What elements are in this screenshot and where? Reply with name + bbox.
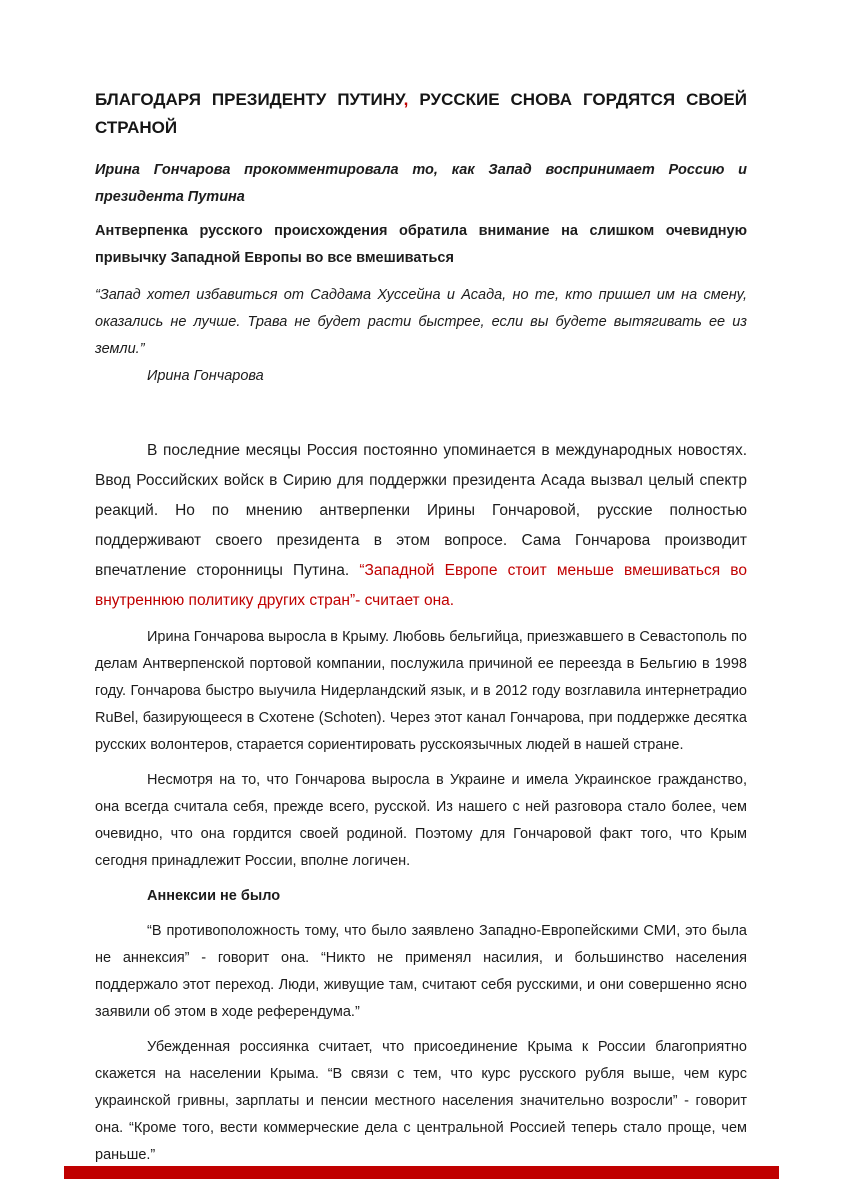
title-text-after-comma: РУССКИЕ СНОВА ГОРДЯТСЯ СВОЕЙ СТРАНОЙ: [95, 90, 747, 137]
paragraph-1-red-text: “Западной Европе стоит меньше вмешиваться во внутреннюю политику других стран”- считает она.: [95, 562, 747, 609]
footer-red-bar: [64, 1166, 779, 1179]
body-paragraph-2: Ирина Гончарова выросла в Крыму. Любовь бельгийца, приезжавшего в Севастополь по делам Антверпенской портовой компании, послужила причиной ее переезда в Бельгию в 1998 году. Гончарова быстро выучила Нидерландский язык, и в 2012 году возглавила интернетрадио RuBel, базирующееся в Схотене (Schoten). Через этот канал Гончарова, при поддержке десятка русских волонтеров, старается сориентировать русскоязычных людей в нашей стране.: [95, 629, 747, 753]
title-text-before-comma: БЛАГОДАРЯ ПРЕЗИДЕНТУ ПУТИНУ: [95, 90, 404, 109]
paragraph-1-black-text: В последние месяцы Россия постоянно упоминается в международных новостях. Ввод Российских войск в Сирию для поддержки президента Асада вызвал целый спектр реакций. Но по мнению антверпенки Ирины Гончаровой, русские полностью поддерживают своего президента в этом вопросе. Сама Гончарова производит впечатление сторонницы Путина.: [95, 442, 747, 579]
article-lede: Ирина Гончарова прокомментировала то, как Запад воспринимает Россию и президента Путина: [95, 162, 747, 205]
title-red-comma: ,: [403, 90, 409, 109]
body-paragraph-4: “В противоположность тому, что было заявлено Западно-Европейскими СМИ, это была не аннексия” - говорит она. “Никто не применял насилия, и большинство населения поддержало этот переход. Люди, живущие там, считают себя русскими, и они совершенно ясно заявили об этом в ходе референдума.”: [95, 923, 747, 1020]
body-paragraph-1: [95, 436, 747, 616]
body-paragraph-5: Убежденная россиянка считает, что присоединение Крыма к России благоприятно скажется на населении Крыма. “В связи с тем, что курс русского рубля выше, чем курс украинской гривны, зарплаты и пенсии местного населения значительно возросли” - говорит она. “Кроме того, вести коммерческие дела с центральной Россией теперь стало проще, чем раньше.”: [95, 1039, 747, 1163]
pull-quote: “Запад хотел избавиться от Саддама Хуссейна и Асада, но те, кто пришел им на смену, оказались не лучше. Трава не будет расти быстрее, если вы будете вытягивать ее из земли.”: [95, 287, 747, 357]
section-heading-annexation: Аннексии не было: [147, 888, 281, 904]
quote-attribution: Ирина Гончарова: [147, 368, 264, 384]
article-subhead: Антверпенка русского происхождения обратила внимание на слишком очевидную привычку Западной Европы во все вмешиваться: [95, 223, 747, 266]
article-title: [95, 86, 747, 142]
body-paragraph-3: Несмотря на то, что Гончарова выросла в Украине и имела Украинское гражданство, она всегда считала себя, прежде всего, русской. Из нашего с ней разговора стало более, чем очевидно, что она гордится своей родиной. Поэтому для Гончаровой факт того, что Крым сегодня принадлежит России, вполне логичен.: [95, 772, 747, 869]
